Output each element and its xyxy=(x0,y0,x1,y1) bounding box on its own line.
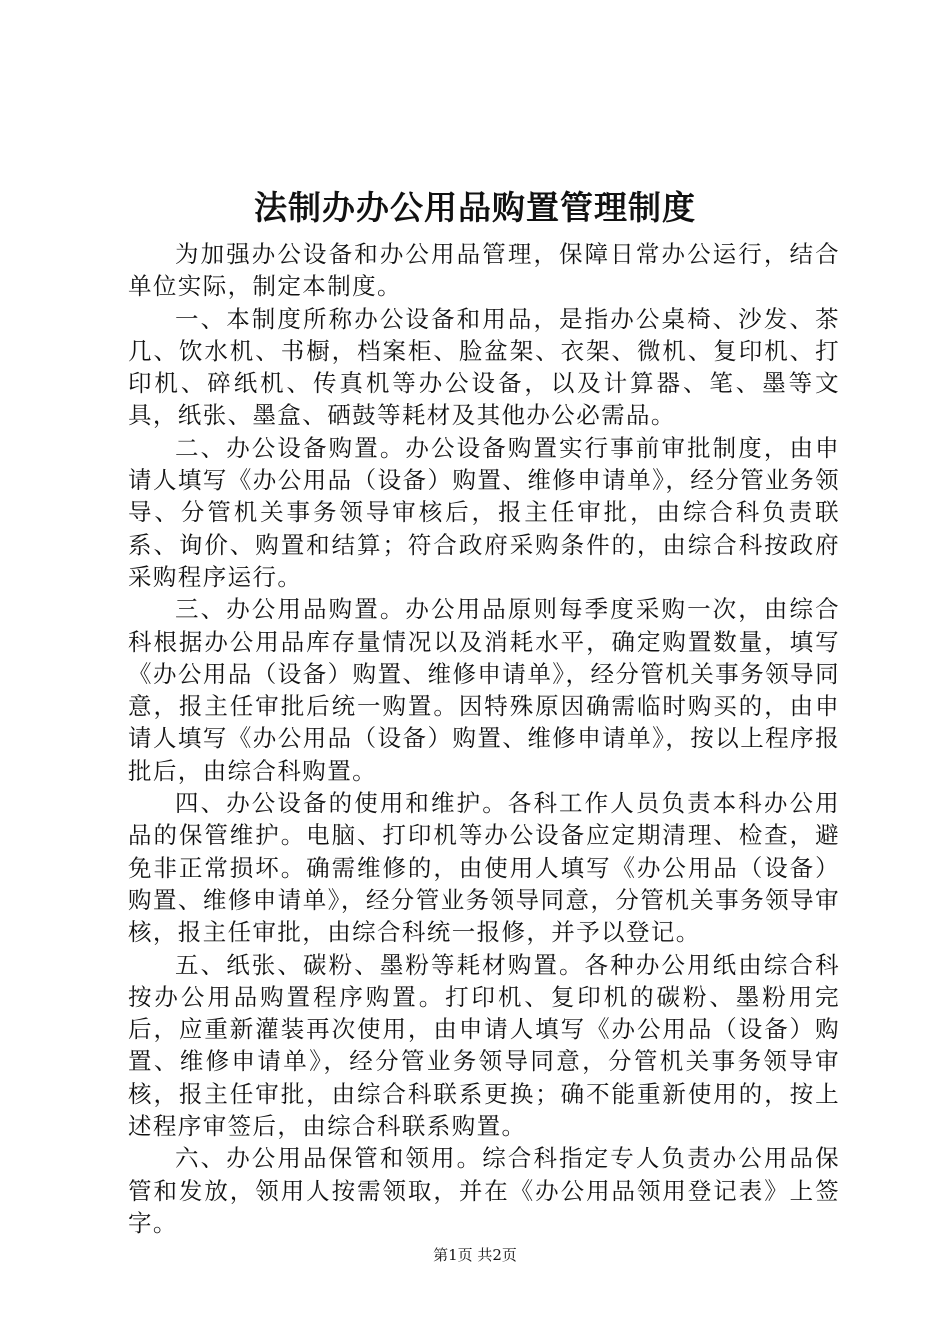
document-title: 法制办办公用品购置管理制度 xyxy=(254,188,696,227)
paragraph-intro: 为加强办公设备和办公用品管理，保障日常办公运行，结合单位实际，制定本制度。 xyxy=(128,240,840,301)
paragraph-custody-issuance: 六、办公用品保管和领用。综合科指定专人负责办公用品保管和发放，领用人按需领取，并在《办公用品领用登记表》上签字。 xyxy=(128,1144,840,1237)
paragraph-use-maintenance: 四、办公设备的使用和维护。各科工作人员负责本科办公用品的保管维护。电脑、打印机等办公设备应定期清理、检查，避免非正常损坏。确需维修的，由使用人填写《办公用品（设备）购置、维修申请单》，经分管业务领导同意，分管机关事务领导审核，报主任审批，由综合科统一报修，并予以登记。 xyxy=(128,789,840,947)
paragraph-supplies-purchase: 三、办公用品购置。办公用品原则每季度采购一次，由综合科根据办公用品库存量情况以及消耗水平，确定购置数量，填写《办公用品（设备）购置、维修申请单》，经分管机关事务领导同意，报主任审批后统一购置。因特殊原因确需临时购买的，由申请人填写《办公用品（设备）购置、维修申请单》，按以上程序报批后，由综合科购置。 xyxy=(128,595,840,785)
paragraph-scope: 一、本制度所称办公设备和用品，是指办公桌椅、沙发、茶几、饮水机、书橱，档案柜、脸盆架、衣架、微机、复印机、打印机、碎纸机、传真机等办公设备，以及计算器、笔、墨等文具，纸张、墨盒、硒鼓等耗材及其他办公必需品。 xyxy=(128,304,840,430)
paragraph-consumables: 五、纸张、碳粉、墨粉等耗材购置。各种办公用纸由综合科按办公用品购置程序购置。打印机、复印机的碳粉、墨粉用完后，应重新灌装再次使用，由申请人填写《办公用品（设备）购置、维修申请单》，经分管业务领导同意，分管机关事务领导审核，报主任审批，由综合科联系更换；确不能重新使用的，按上述程序审签后，由综合科联系购置。 xyxy=(128,950,840,1141)
paragraph-equipment-purchase: 二、办公设备购置。办公设备购置实行事前审批制度，由申请人填写《办公用品（设备）购置、维修申请单》，经分管业务领导、分管机关事务领导审核后，报主任审批，由综合科负责联系、询价、购置和结算；符合政府采购条件的，由综合科按政府采购程序运行。 xyxy=(128,433,840,591)
document-body xyxy=(128,238,840,1239)
page-footer: 第1页 共2页 xyxy=(433,1246,517,1264)
